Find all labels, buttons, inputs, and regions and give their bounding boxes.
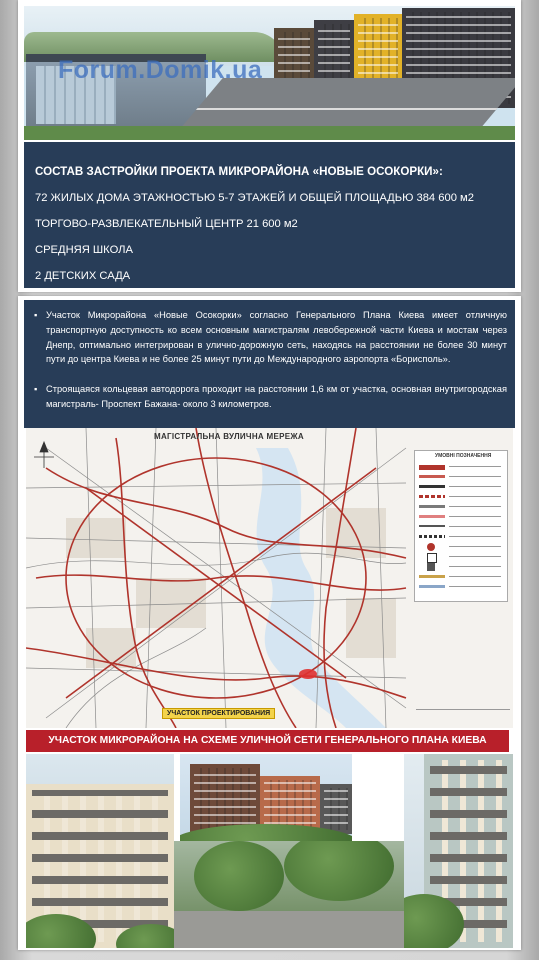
bullet-text-ring-road: Строящаяся кольцевая автодорога проходит на расстоянии 1,6 км от участка, основная внутригородская магистраль- Проспект Бажана- около 3 километров. bbox=[46, 384, 507, 409]
map-title: МАГІСТРАЛЬНА ВУЛИЧНА МЕРЕЖА bbox=[154, 432, 304, 441]
slide-page-1 bbox=[18, 0, 521, 292]
project-site-label: УЧАСТОК ПРОЕКТИРОВАНИЯ bbox=[162, 708, 275, 719]
slide-page-2 bbox=[18, 296, 521, 950]
rendering-shopping-center-and-residential bbox=[24, 6, 515, 140]
bullet-text-accessibility: Участок Микрорайона «Новые Осокорки» согласно Генерального Плана Киева имеет отличную транспортную доступность ко всем основным магистралям левобережной части Киева и мостам через Днепр, оптимально интегрирован в улично-дорожную сеть, находясь на расстоянии не более 30 минут пути до центра Киева и не более 25 минут пути до Международного аэропорта «Борисполь». bbox=[46, 310, 507, 365]
map-caption-banner: УЧАСТОК МИКРОРАЙОНА НА СХЕМЕ УЛИЧНОЙ СЕТИ ГЕНЕРАЛЬНОГО ПЛАНА КИЕВА bbox=[26, 730, 509, 752]
map-title-block bbox=[416, 709, 510, 724]
composition-line-school: СРЕДНЯЯ ШКОЛА bbox=[35, 244, 133, 256]
rendering-residential-building-right bbox=[404, 754, 513, 948]
bullet-paragraph bbox=[34, 308, 507, 367]
bullet-paragraph bbox=[34, 382, 507, 412]
composition-title: СОСТАВ ЗАСТРОЙКИ ПРОЕКТА МИКРОРАЙОНА «НОВЫЕ ОСОКОРКИ»: bbox=[35, 165, 443, 178]
watermark-text: Forum.Domik.ua bbox=[58, 56, 263, 84]
composition-line-kindergartens: 2 ДЕТСКИХ САДА bbox=[35, 270, 131, 282]
bullet-icon: ▪ bbox=[34, 384, 38, 394]
bullet-icon: ▪ bbox=[34, 310, 38, 320]
map-legend bbox=[414, 450, 508, 602]
project-composition-box bbox=[24, 142, 515, 288]
composition-line-mall: ТОРГОВО-РАЗВЛЕКАТЕЛЬНЫЙ ЦЕНТР 21 600 м2 bbox=[35, 218, 298, 230]
location-description-box bbox=[24, 300, 515, 428]
rendering-residential-buildings-top bbox=[180, 754, 352, 848]
street-network-map bbox=[26, 428, 513, 728]
rendering-residential-building-left bbox=[26, 754, 174, 948]
legend-title: УМОВНІ ПОЗНАЧЕННЯ bbox=[435, 453, 492, 459]
rendering-street-with-pedestrians bbox=[174, 841, 404, 948]
composition-line-housing: 72 ЖИЛЫХ ДОМА ЭТАЖНОСТЬЮ 5-7 ЭТАЖЕЙ И ОБЩЕЙ ПЛОЩАДЬЮ 384 600 м2 bbox=[35, 192, 474, 204]
